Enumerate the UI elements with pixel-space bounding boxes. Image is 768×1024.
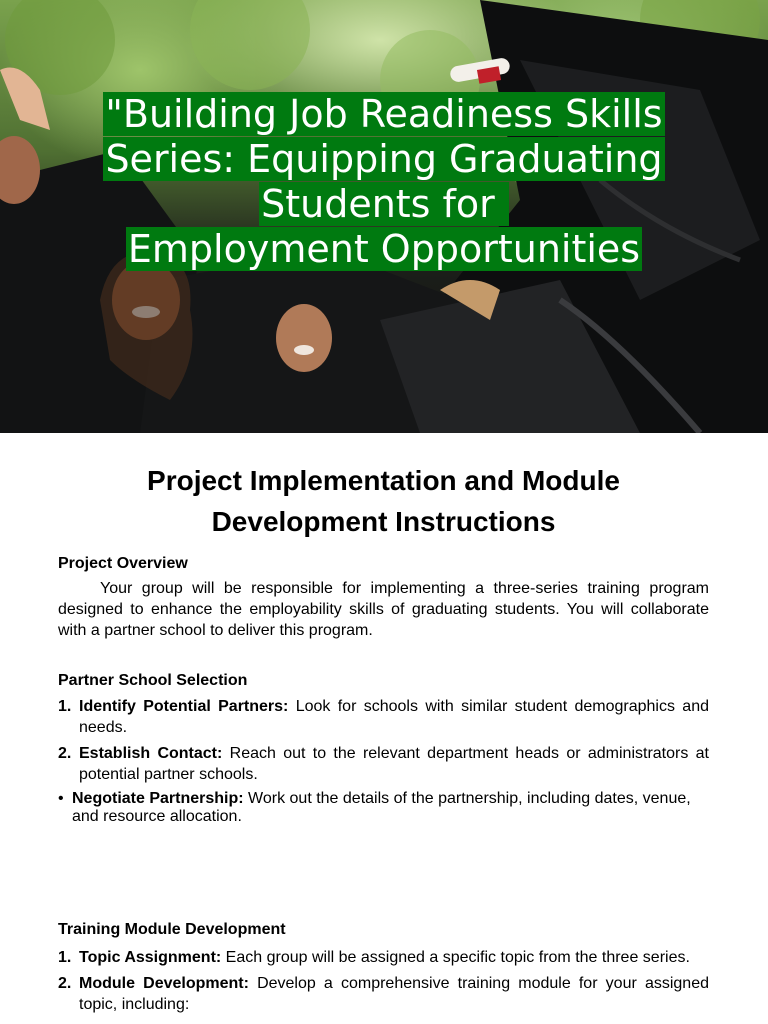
section-partner-school-selection [58,671,709,826]
overview-paragraph: Your group will be responsible for implementing a three-series training program designed to enhance the employability skills of graduating students. You will collaborate with a partner school to deliver this program. [58,580,709,639]
document-body [58,460,709,1020]
list-item [58,696,709,738]
section-training-module-development [58,920,709,1015]
list-item [58,947,709,968]
numbered-list [58,947,709,1015]
list-item-text: Look for schools with similar student demographics and needs. [79,698,710,736]
list-item [58,973,709,1015]
section-heading: Training Module Development [58,921,286,938]
list-item-text: Reach out to the relevant department heads or administrators at potential partner schools. [79,745,709,783]
hero-title-line-4: Employment Opportunities [127,227,641,271]
list-item-term: Module Development: [79,975,249,992]
list-item-text: Work out the details of the partnership, including dates, venue, and resource allocation. [72,790,691,825]
list-number: 2. [58,975,72,992]
hero-title-line-2: Series: Equipping Graduating [105,137,663,181]
section-heading: Partner School Selection [58,672,248,689]
document-title-line-1: Project Implementation and Module [147,465,620,496]
list-item-term: Topic Assignment: [79,949,222,966]
hero-title [0,92,768,272]
list-number: 2. [58,745,72,762]
list-number: 1. [58,698,72,715]
list-item-text: Develop a comprehensive training module for your assigned topic, including: [79,975,709,1013]
section-project-overview [58,554,709,641]
bullet-list [58,790,709,826]
list-item-term: Negotiate Partnership: [72,790,244,807]
bullet-marker: • [58,790,64,807]
list-item-term: Identify Potential Partners: [79,698,289,715]
hero-title-line-3: Students for [261,182,507,226]
numbered-list [58,696,709,785]
list-number: 1. [58,949,72,966]
hero-title-line-1: "Building Job Readiness Skills [105,92,663,136]
hero-banner [0,0,768,433]
section-heading: Project Overview [58,555,188,572]
list-item-text: Each group will be assigned a specific topic from the three series. [221,949,690,966]
list-item-term: Establish Contact: [79,745,223,762]
list-item [58,790,709,826]
document-title-line-2: Development Instructions [211,506,556,537]
list-item [58,743,709,785]
document-title [58,460,709,542]
